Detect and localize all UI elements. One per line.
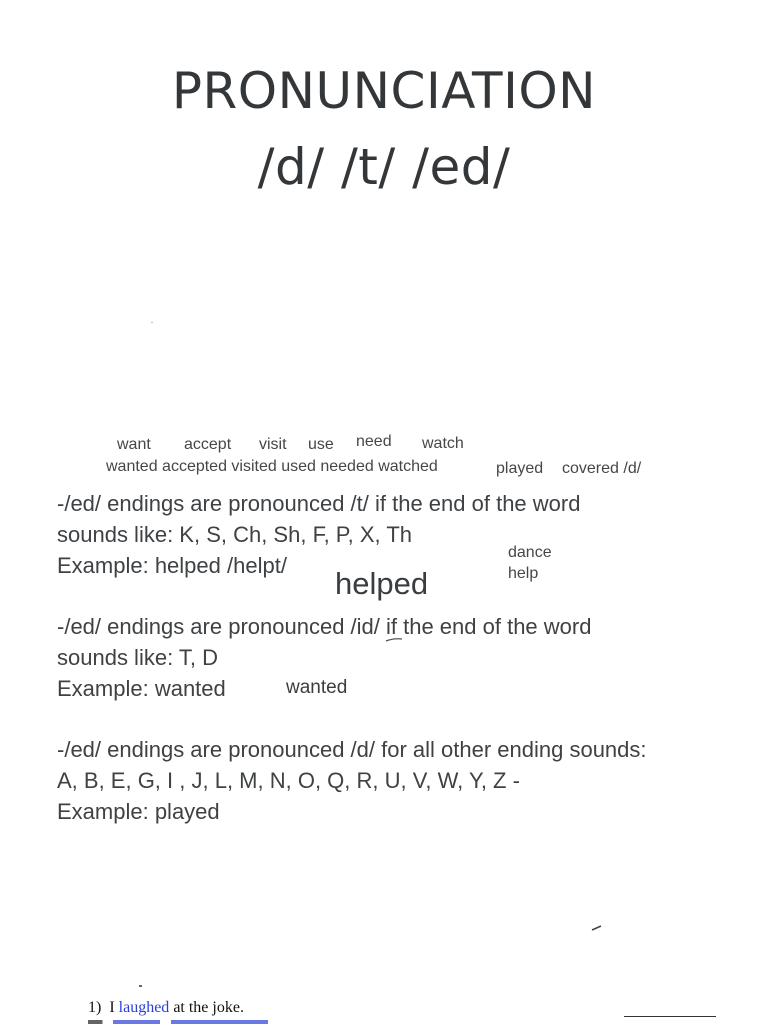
stray-mark (590, 924, 604, 932)
page-title: PRONUNCIATION (171, 62, 597, 120)
word-need: need (356, 433, 392, 450)
past-forms: wanted accepted visited used needed watched (106, 458, 438, 475)
rule-id-example: Example: wanted (57, 676, 226, 701)
cut-off-line (88, 1020, 268, 1024)
underline-mark (384, 636, 404, 644)
rule-t-line1: -/ed/ endings are pronounced /t/ if the end of the word (57, 491, 581, 516)
rule-d-example: Example: played (57, 799, 220, 824)
note-dance: dance (508, 544, 552, 561)
note-help: help (508, 565, 539, 582)
speck (151, 322, 153, 323)
rule-id-line2: sounds like: T, D (57, 645, 219, 670)
word-visit: visit (259, 436, 287, 453)
answer-blank[interactable] (624, 1016, 716, 1017)
rule-id-line1: -/ed/ endings are pronounced /id/ if the end of the word (57, 614, 592, 639)
exercise-number: 1) (88, 999, 102, 1016)
word-use: use (308, 436, 334, 453)
word-accept: accept (184, 436, 232, 453)
exercise-post: at the joke. (173, 999, 244, 1016)
note-wanted: wanted (286, 677, 348, 698)
rule-d-line2: A, B, E, G, I , J, L, M, N, O, Q, R, U, V, W, Y, Z - (57, 768, 520, 793)
speck-2 (139, 985, 142, 987)
exercise-verb: laughed (118, 999, 170, 1016)
word-want: want (117, 436, 151, 453)
page-subtitle: /d/ /t/ /ed/ (257, 138, 511, 196)
rule-d-line1: -/ed/ endings are pronounced /d/ for all other ending sounds: (57, 737, 647, 762)
word-watch: watch (422, 435, 464, 452)
exercise-pre: I (109, 999, 115, 1016)
word-played: played (496, 460, 544, 477)
note-helped: helped (335, 566, 429, 601)
exercise-item-1 (88, 999, 244, 1017)
rule-t-example: Example: helped /helpt/ (57, 553, 287, 578)
rule-t-line2: sounds like: K, S, Ch, Sh, F, P, X, Th (57, 522, 413, 547)
word-covered: covered /d/ (562, 460, 642, 477)
